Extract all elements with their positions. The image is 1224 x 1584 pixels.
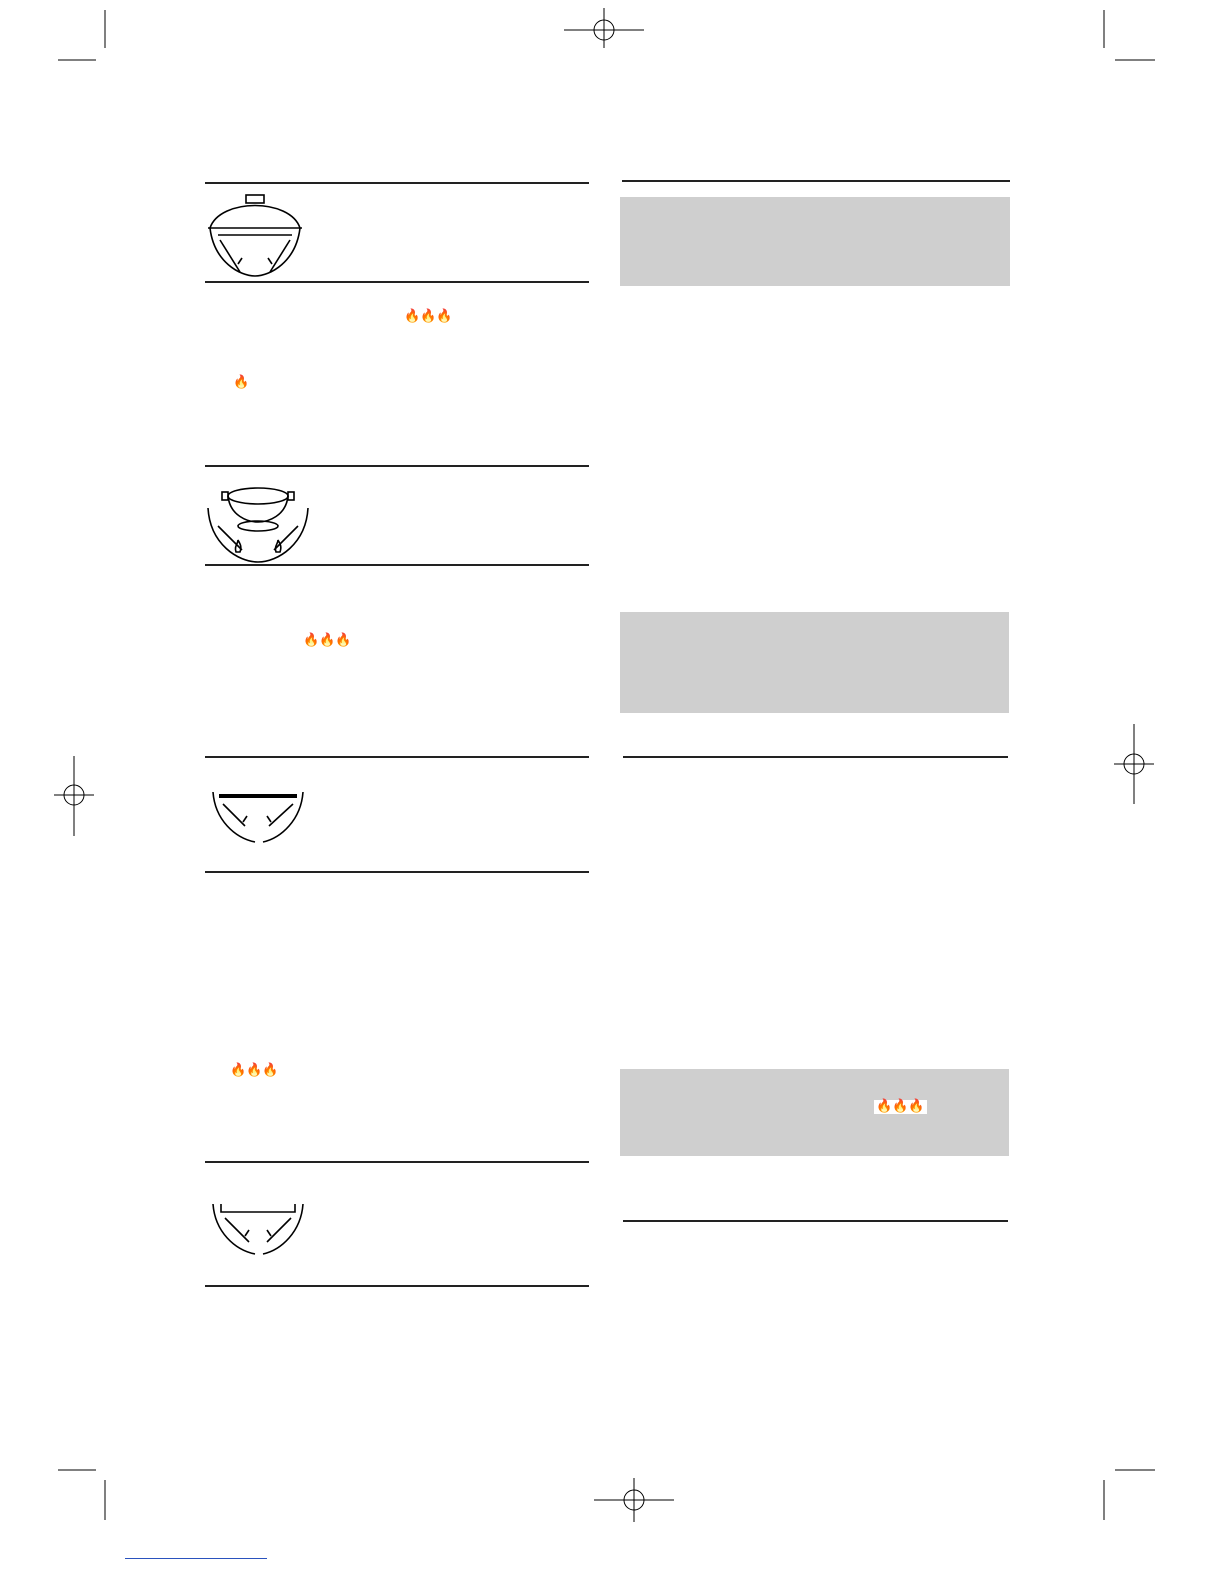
section-rule <box>205 465 589 467</box>
grill-open-bowl-icon <box>205 1196 315 1266</box>
heat-indicator-low: 🔥 <box>233 375 250 390</box>
shaded-callout-box <box>620 1069 1009 1156</box>
section-rule <box>622 180 1010 182</box>
section-rule <box>205 756 589 758</box>
section-rule <box>205 564 589 566</box>
link-underline <box>125 1558 267 1559</box>
heat-indicator-high: 🔥🔥🔥 <box>230 1063 279 1078</box>
covered-kettle-grill-icon <box>200 190 310 280</box>
section-rule <box>205 871 589 873</box>
section-rule <box>205 281 589 283</box>
section-rule-top <box>205 182 589 184</box>
shaded-callout-box <box>620 197 1010 286</box>
heat-indicator-high: 🔥🔥🔥 <box>303 633 352 648</box>
registration-mark-bottom <box>590 1472 680 1532</box>
registration-mark-right <box>1106 720 1166 810</box>
heat-indicator-high: 🔥🔥🔥 <box>876 1099 925 1114</box>
heat-indicator-high: 🔥🔥🔥 <box>404 309 453 324</box>
wok-on-grill-icon <box>198 474 318 564</box>
registration-mark-top <box>560 0 650 60</box>
section-rule <box>623 1220 1008 1222</box>
registration-mark-left <box>46 752 106 842</box>
grill-with-flat-grate-icon <box>205 786 315 856</box>
section-rule <box>623 756 1008 758</box>
section-rule-bottom <box>205 1285 589 1287</box>
section-rule <box>205 1161 589 1163</box>
shaded-callout-box <box>620 612 1009 713</box>
